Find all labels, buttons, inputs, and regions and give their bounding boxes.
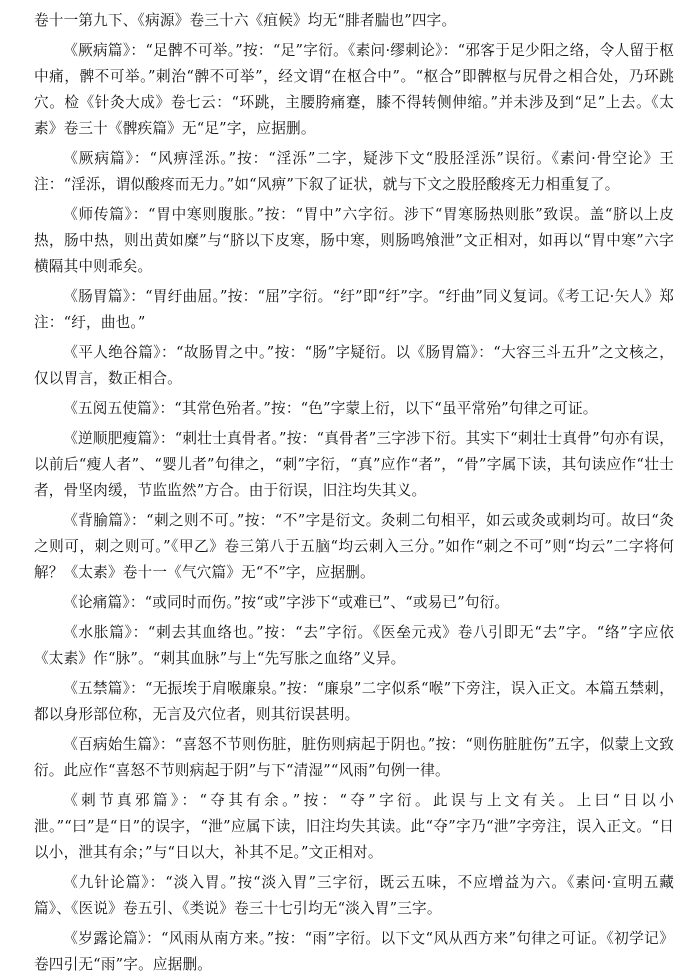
paragraph-jue-bing-2: 《厥病篇》：“风痹淫泺。”按：“淫泺”二字，疑涉下文“股胫淫泺”误衍。《素问·骨空论》王注：“淫泺，谓似酸疼而无力。”如“风痹”下叙了证状，就与下文之股胫酸疼无力相重复了。 bbox=[34, 150, 674, 193]
paragraph-chang-wei: 《肠胃篇》：“胃纡曲屈。”按：“屈”字衍。“纡”即“纡”字。“纡曲”同义复词。《考工记·矢人》郑注：“纡，曲也。” bbox=[34, 288, 674, 331]
paragraph-wu-yue-wu-shi: 《五阅五使篇》：“其常色殆者。”按：“色”字蒙上衍，以下“虽平常殆”句律之可证。 bbox=[63, 400, 598, 417]
paragraph-0: 卷十一第九下、《病源》卷三十六《疽候》均无“腓者腨也”四字。 bbox=[34, 12, 457, 29]
paragraph-ni-shun-fei-shou: 《逆顺肥瘦篇》：“刺壮士真骨者。”按：“真骨者”三字涉下衍。其实下“刺壮士真骨”句亦有误，以前后“瘦人者”、“婴儿者”句律之，“刺”字衍，“真”应作“者”，“骨”字属下读，其句读应作“壮士者，骨坚肉缓，节监监然”方合。由于衍误，旧注均失其义。 bbox=[34, 430, 674, 499]
paragraph-wu-jin: 《五禁篇》：“无振埃于肩喉廉泉。”按：“廉泉”二字似系“喉”下旁注，误入正文。本篇五禁刺，都以身形部位称，无言及穴位者，则其衍误甚明。 bbox=[34, 680, 674, 723]
paragraph-bei-shu: 《背腧篇》：“刺之则不可。”按：“不”字是衍文。灸刺二句相平，如云或灸或刺均可。故曰“灸之则可，刺之则可。”《甲乙》卷三第八于五脑“均云刺入三分。”如作“刺之不可”则“均云”二字将何解？《太素》卷十一《气穴篇》无“不”字，应据删。 bbox=[34, 512, 674, 581]
paragraph-jue-bing-1: 《厥病篇》：“足髀不可举。”按：“足”字衍。《素问·缪刺论》：“邪客于足少阳之络，令人留于枢中痛，髀不可举。”刺治“髀不可举”，经文谓“在枢合中”。“枢合”即髀枢与尻骨之相合处，乃环跳穴。检《针灸大成》卷七云：“环跳，主腰胯痛蹇，膝不得转侧伸缩。”并未涉及到“足”上去。《太素》卷三十《髀疾篇》无“足”字，应据删。 bbox=[34, 42, 674, 137]
paragraph-jiu-zhen-lun: 《九针论篇》：“淡入胃。”按“淡入胃”三字衍，既云五味，不应增益为六。《素问·宣明五藏篇》、《医说》卷五引、《类说》卷三十七引均无“淡入胃”三字。 bbox=[34, 874, 674, 917]
paragraph-ci-jie-zhen-xie: 《刺节真邪篇》：“夺其有余。”按：“夺”字衍。此误与上文有关。上曰“日以小泄。”“曰”是“日”的误字，“泄”应属下读，旧注均失其读。此“夺”字乃“泄”字旁注，误入正文。“日以小，泄其有余；”与“日以大，补其不足。”文正相对。 bbox=[34, 792, 674, 861]
paragraph-bai-bing-shi-sheng: 《百病始生篇》：“喜怒不节则伤脏，脏伤则病起于阴也。”按：“则伤脏脏伤”五字，似蒙上文致衍。此应作“喜怒不节则病起于阴”与下“清湿”“风雨”句例一律。 bbox=[34, 736, 674, 779]
paragraph-ping-ren-jue-gu: 《平人绝谷篇》：“故肠胃之中。”按：“肠”字疑衍。以《肠胃篇》：“大容三斗五升”之文核之，仅以胃言，数正相合。 bbox=[34, 344, 674, 387]
paragraph-shi-chuan: 《师传篇》：“胃中寒则腹胀。”按：“胃中”六字衍。涉下“胃寒肠热则胀”致误。盖“脐以上皮热，肠中热，则出黄如糜”与“脐以下皮寒，肠中寒，则肠鸣飧泄”文正相对，如再以“胃中寒”六字横隔其中则乖矣。 bbox=[34, 206, 674, 275]
paragraph-shui-zhang: 《水胀篇》：“刺去其血络也。”按：“去”字衍。《医垒元戎》卷八引即无“去”字。“络”字应依《太素》作“脉”。“刺其血脉”与上“先写胀之血络”义异。 bbox=[34, 624, 674, 667]
paragraph-lun-tong: 《论痛篇》：“或同时而伤。”按“或”字涉下“或难已”、“或易已”句衍。 bbox=[63, 594, 510, 611]
paragraph-sui-lu-lun: 《岁露论篇》：“风雨从南方来。”按：“雨”字衍。以下文“风从西方来”句律之可证。《初学记》卷四引无“雨”字。应据删。 bbox=[34, 930, 674, 973]
